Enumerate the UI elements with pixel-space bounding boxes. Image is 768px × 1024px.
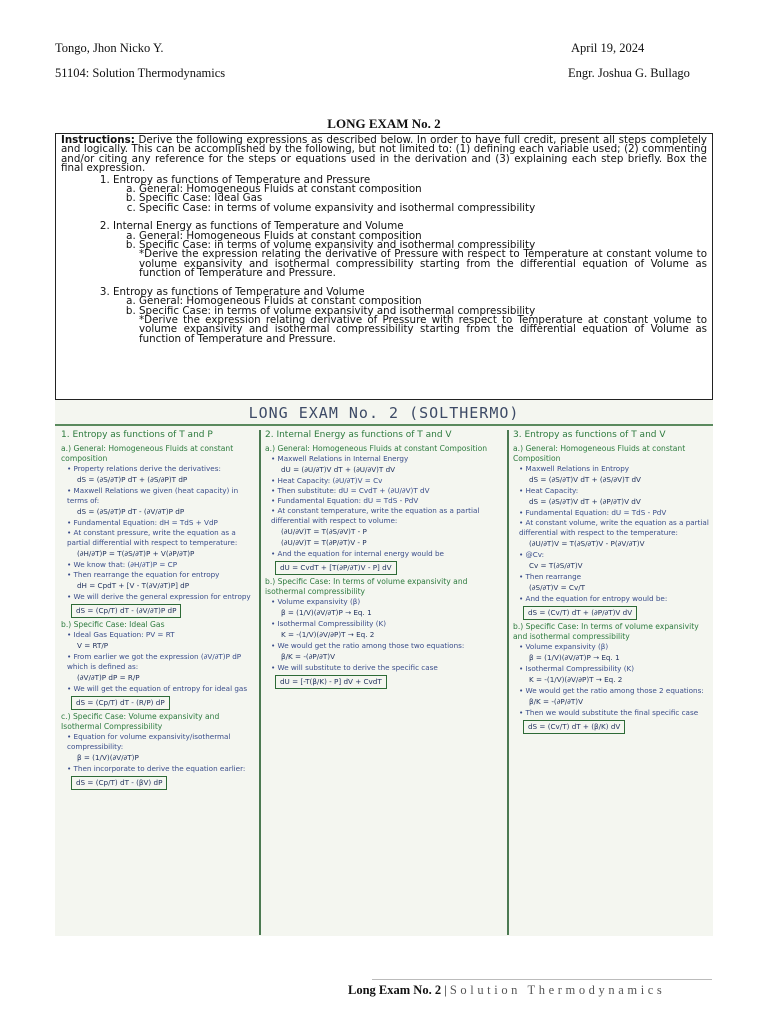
instructions-text: Derive the following expressions as described below. In order to have full credit, present all steps completely and logically. This can be accomplished by the following, but not limited to: (1) defining each variable used; (2) commenting and/or citing any reference for the steps or equations used in the derivation and (3) explaining each step briefly. Box the final expression. bbox=[61, 134, 707, 175]
course-name: 51104: Solution Thermodynamics bbox=[55, 66, 226, 80]
derivation-line: • From earlier we got the expression (∂V/∂T)P dP which is defined as: bbox=[67, 652, 242, 671]
derivation-line: • Volume expansivity (β) bbox=[519, 642, 609, 651]
instructor-name: Engr. Joshua G. Bullago bbox=[568, 66, 690, 80]
student-name: Tongo, Jhon Nicko Y. bbox=[55, 41, 164, 55]
column-heading: 2. Internal Energy as functions of T and V bbox=[265, 430, 452, 440]
footer-exam-label: Long Exam No. 2 bbox=[348, 983, 442, 997]
question-title: Entropy as functions of Temperature and Volume bbox=[113, 285, 365, 298]
boxed-answer: dU = [-T(β/K) - P] dV + CvdT bbox=[275, 675, 387, 689]
derivation-line: β = (1/V)(∂V/∂T)P → Eq. 1 bbox=[529, 653, 620, 662]
question-list bbox=[61, 173, 707, 345]
derivation-line: • We know that: (∂H/∂T)P = CP bbox=[67, 560, 178, 569]
column-heading: 1. Entropy as functions of T and P bbox=[61, 430, 213, 440]
footer-rule bbox=[372, 979, 712, 980]
derivation-line: (∂H/∂T)P = T(∂S/∂T)P + V(∂P/∂T)P bbox=[77, 549, 195, 558]
derivation-line: • @Cv: bbox=[519, 550, 545, 559]
derivation-line: dS = (∂S/∂T)P dT + (∂S/∂P)T dP bbox=[77, 475, 188, 484]
section-heading: b.) Specific Case: In terms of volume expansivity and isothermal compressibility bbox=[265, 577, 468, 596]
derivation-line: K = -(1/V)(∂V/∂P)T → Eq. 2 bbox=[281, 630, 375, 639]
sub-question: a. General: Homogeneous Fluids at constant composition bbox=[139, 232, 707, 241]
derivation-line: β = (1/V)(∂V/∂T)P → Eq. 1 bbox=[281, 608, 372, 617]
question-item bbox=[113, 173, 707, 214]
derivation-line: • Volume expansivity (β) bbox=[271, 597, 361, 606]
derivation-lines bbox=[271, 454, 503, 559]
derivation-line: (∂U/∂V)T = T(∂S/∂V)T - P bbox=[281, 527, 367, 536]
derivation-line: • And the equation for entropy would be: bbox=[519, 594, 668, 603]
boxed-answer: dS = (Cp/T) dT - (∂V/∂T)P dP bbox=[71, 604, 181, 618]
derivation-line: • Then we would substitute the final specific case bbox=[519, 708, 699, 717]
derivation-line: V = RT/P bbox=[77, 641, 109, 650]
sub-question-text: Specific Case: in terms of volume expansivity and isothermal compressibility bbox=[139, 304, 536, 317]
question-note: *Derive the expression relating derivative of Pressure with respect to Temperature at constant volume to volume expansivity and isothermal compressibility starting from the differential equation of Volume as function of Temperature and Pressure. bbox=[139, 313, 707, 345]
page-title: LONG EXAM No. 2 bbox=[327, 116, 441, 131]
derivation-line: K = -(1/V)(∂V/∂P)T → Eq. 2 bbox=[529, 675, 623, 684]
derivation-line: • Maxwell Relations in Internal Energy bbox=[271, 454, 409, 463]
derivation-line: • We will get the equation of entropy for ideal gas bbox=[67, 684, 248, 693]
column-heading: 3. Entropy as functions of T and V bbox=[513, 430, 666, 440]
derivation-line: dS = (∂S/∂T)P dT - (∂V/∂T)P dP bbox=[77, 507, 185, 516]
boxed-answer: dS = (Cp/T) dT - (βV) dP bbox=[71, 776, 167, 790]
derivation-line: • And the equation for internal energy would be bbox=[271, 549, 444, 558]
derivation-line: • Fundamental Equation: dH = TdS + VdP bbox=[67, 518, 218, 527]
sub-question: a. General: Homogeneous Fluids at constant composition bbox=[139, 185, 707, 194]
boxed-answer: dU = CvdT + [T(∂P/∂T)V - P] dV bbox=[275, 561, 397, 575]
derivation-line: Cv = T(∂S/∂T)V bbox=[529, 561, 583, 570]
derivation-line: β/K = -(∂P/∂T)V bbox=[281, 652, 336, 661]
derivation-line: • Then incorporate to derive the equation earlier: bbox=[67, 764, 246, 773]
derivation-line: • At constant temperature, write the equation as a partial differential with respect to volume: bbox=[271, 506, 480, 525]
question-item bbox=[113, 222, 707, 278]
derivation-line: • Heat Capacity: (∂U/∂T)V = Cv bbox=[271, 476, 383, 485]
footer-course-label: Solution Thermodynamics bbox=[449, 983, 666, 997]
whiteboard-title: LONG EXAM No. 2 (SOLTHERMO) bbox=[248, 404, 520, 422]
column-divider bbox=[259, 430, 261, 935]
derivation-line: (∂U/∂V)T = T(∂P/∂T)V - P bbox=[281, 538, 367, 547]
sub-question: a. General: Homogeneous Fluids at constant composition bbox=[139, 297, 707, 306]
derivation-lines bbox=[271, 597, 503, 673]
sub-question: c. Specific Case: in terms of volume expansivity and isothermal compressibility bbox=[139, 204, 707, 213]
section-heading: b.) Specific Case: In terms of volume expansivity and isothermal compressibility bbox=[513, 622, 699, 641]
derivation-lines bbox=[519, 464, 709, 604]
derivation-line: dU = (∂U/∂T)V dT + (∂U/∂V)T dV bbox=[281, 465, 396, 474]
boxed-answer: dS = (Cv/T) dT + (β/K) dV bbox=[523, 720, 625, 734]
derivation-line: • Isothermal Compressibility (K) bbox=[271, 619, 387, 628]
derivation-line: • Ideal Gas Equation: PV = RT bbox=[67, 630, 175, 639]
derivation-line: • Property relations derive the derivatives: bbox=[67, 464, 221, 473]
derivation-line: • Maxwell Relations in Entropy bbox=[519, 464, 630, 473]
derivation-line: (∂V/∂T)P dP = R/P bbox=[77, 673, 140, 682]
instructions-box bbox=[55, 133, 713, 400]
instructions-label: Instructions: bbox=[61, 134, 135, 146]
derivation-line: • Equation for volume expansivity/isothermal compressibility: bbox=[67, 732, 231, 751]
boxed-answer: dS = (Cp/T) dT - (R/P) dP bbox=[71, 696, 170, 710]
section-heading: a.) General: Homogeneous Fluids at constant Composition bbox=[513, 444, 686, 463]
whiteboard-rule bbox=[55, 424, 713, 426]
derivation-line: • Fundamental Equation: dU = TdS - PdV bbox=[519, 508, 667, 517]
question-title: Internal Energy as functions of Temperature and Volume bbox=[113, 220, 404, 233]
question-title: Entropy as functions of Temperature and Pressure bbox=[113, 173, 371, 186]
sub-question bbox=[139, 304, 707, 345]
derivation-line: • At constant volume, write the equation as a partial differential with respect to the temperature: bbox=[519, 518, 709, 537]
section-heading: a.) General: Homogeneous Fluids at constant composition bbox=[61, 444, 234, 463]
derivation-line: • Maxwell Relations we given (heat capacity) in terms of: bbox=[67, 486, 239, 505]
derivation-line: dS = (∂S/∂T)V dT + (∂P/∂T)V dV bbox=[529, 497, 641, 506]
footer-separator: | bbox=[441, 983, 450, 997]
derivation-line: • Then rearrange bbox=[519, 572, 582, 581]
derivation-lines bbox=[67, 630, 257, 694]
derivation-line: • We will derive the general expression for entropy bbox=[67, 592, 251, 601]
derivation-line: • Then substitute: dU = CvdT + (∂U/∂V)T dV bbox=[271, 486, 430, 495]
question-item bbox=[113, 285, 707, 345]
derivation-line: • We would get the ratio among those two equations: bbox=[271, 641, 465, 650]
derivation-lines bbox=[67, 732, 257, 774]
sub-question-text: Specific Case: in terms of volume expansivity and isothermal compressibility bbox=[139, 239, 536, 252]
section-heading: c.) Specific Case: Volume expansivity and Isothermal Compressibility bbox=[61, 712, 220, 731]
derivation-line: β/K = -(∂P/∂T)V bbox=[529, 697, 584, 706]
derivation-line: • At constant pressure, write the equation as a partial differential with respect to temperature: bbox=[67, 528, 238, 547]
derivation-line: dH = CpdT + [V - T(∂V/∂T)P] dP bbox=[77, 581, 190, 590]
question-note: *Derive the expression relating the derivative of Pressure with respect to Temperature at constant volume to volume expansivity and isothermal compressibility starting from the differential equation of Volume as function of Temperature and Pressure. bbox=[139, 248, 707, 280]
instructions-intro bbox=[61, 136, 707, 174]
board-column-3 bbox=[513, 430, 709, 930]
derivation-line: • Fundamental Equation: dU = TdS - PdV bbox=[271, 496, 419, 505]
section-heading: b.) Specific Case: Ideal Gas bbox=[61, 620, 165, 629]
sub-question: b. Specific Case: Ideal Gas bbox=[139, 194, 707, 203]
derivation-line: • We would get the ratio among those 2 equations: bbox=[519, 686, 704, 695]
boxed-answer: dS = (Cv/T) dT + (∂P/∂T)V dV bbox=[523, 606, 637, 620]
derivation-line: • Heat Capacity: bbox=[519, 486, 579, 495]
whiteboard-photo bbox=[55, 400, 713, 936]
board-column-2 bbox=[265, 430, 503, 930]
derivation-line: • Then rearrange the equation for entropy bbox=[67, 570, 220, 579]
column-divider bbox=[507, 430, 509, 935]
page-footer bbox=[348, 983, 665, 998]
derivation-line: • Isothermal Compressibility (K) bbox=[519, 664, 635, 673]
derivation-line: β = (1/V)(∂V/∂T)P bbox=[77, 753, 139, 762]
exam-date: April 19, 2024 bbox=[571, 41, 645, 55]
section-heading: a.) General: Homogeneous Fluids at constant Composition bbox=[265, 444, 488, 453]
derivation-lines bbox=[67, 464, 257, 602]
derivation-lines bbox=[519, 642, 709, 718]
derivation-line: • We will substitute to derive the specific case bbox=[271, 663, 438, 672]
board-column-1 bbox=[61, 430, 257, 930]
derivation-line: (∂S/∂T)V = Cv/T bbox=[529, 583, 586, 592]
sub-question bbox=[139, 241, 707, 279]
derivation-line: (∂U/∂T)V = T(∂S/∂T)V - P(∂V/∂T)V bbox=[529, 539, 645, 548]
derivation-line: dS = (∂S/∂T)V dT + (∂S/∂V)T dV bbox=[529, 475, 641, 484]
